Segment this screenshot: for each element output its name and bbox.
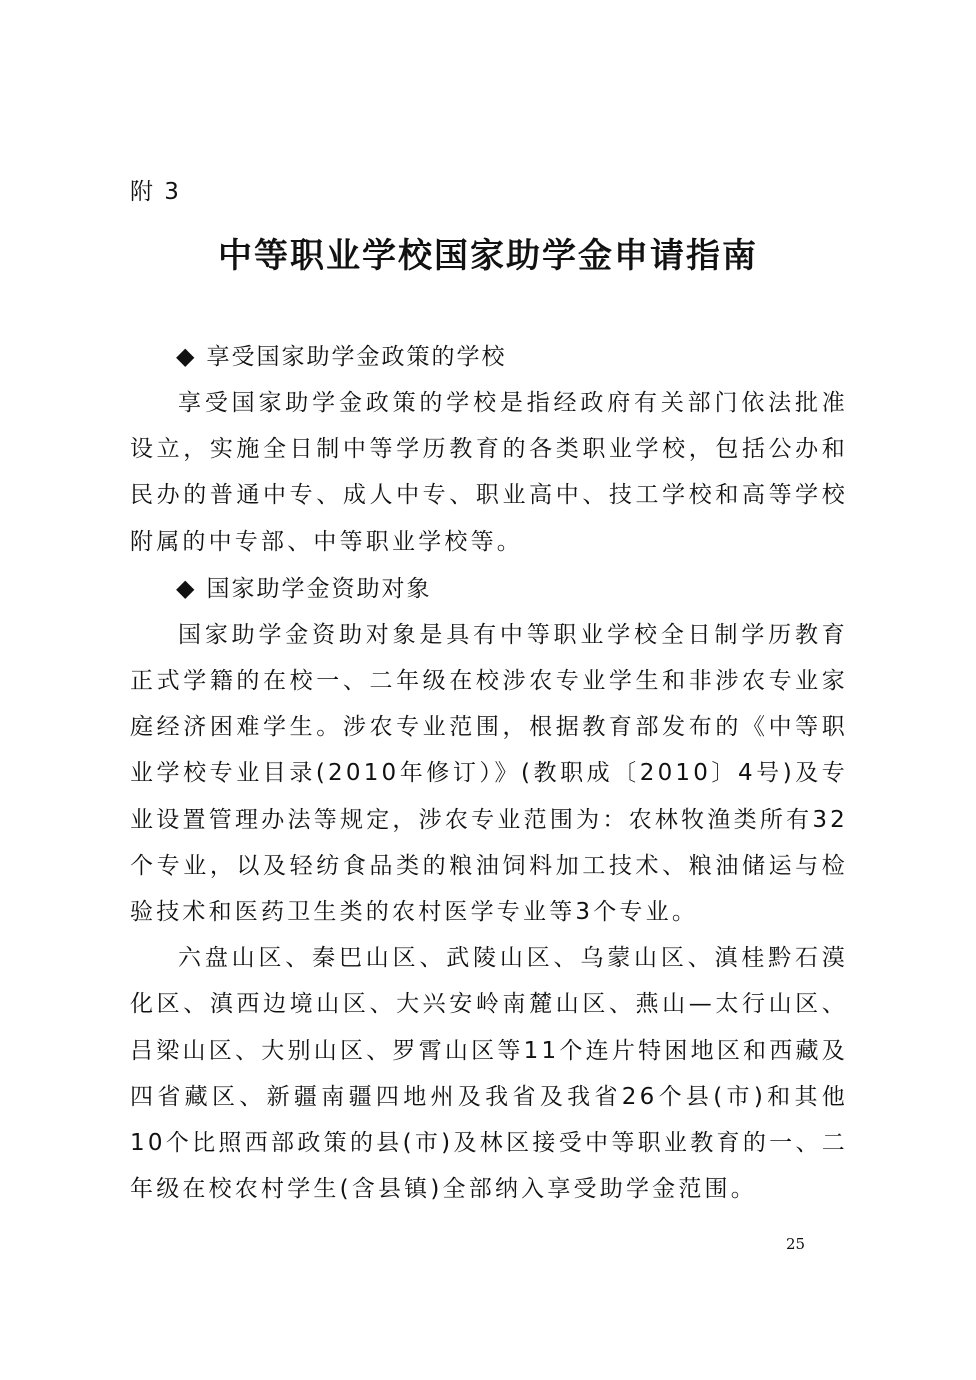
section-heading-schools [130, 333, 848, 380]
appendix-label: 附 3 [130, 179, 181, 205]
paragraph-schools: 享受国家助学金政策的学校是指经政府有关部门依法批准设立，实施全日制中等学历教育的各类职业学校，包括公办和民办的普通中专、成人中专、职业高中、技工学校和高等学校附属的中专部、中等职业学校等。 [130, 390, 848, 555]
document-body [130, 333, 848, 1212]
paragraph-regions: 六盘山区、秦巴山区、武陵山区、乌蒙山区、滇桂黔石漠化区、滇西边境山区、大兴安岭南麓山区、燕山—太行山区、吕梁山区、大别山区、罗霄山区等11个连片特困地区和西藏及四省藏区、新疆南疆四地州及我省及我省26个县(市)和其他10个比照西部政策的县(市)及林区接受中等职业教育的一、二年级在校农村学生(含县镇)全部纳入享受助学金范围。 [130, 945, 848, 1203]
page-number: 25 [786, 1235, 806, 1253]
document-title: 中等职业学校国家助学金申请指南 [218, 236, 758, 276]
paragraph-recipients: 国家助学金资助对象是具有中等职业学校全日制学历教育正式学籍的在校一、二年级在校涉农专业学生和非涉农专业家庭经济困难学生。涉农专业范围，根据教育部发布的《中等职业学校专业目录(2010年修订）》(教职成〔2010〕4号)及专业设置管理办法等规定，涉农专业范围为：农林牧渔类所有32个专业，以及轻纺食品类的粮油饲料加工技术、粮油储运与检验技术和医药卫生类的农村医学专业等3个专业。 [130, 621, 848, 926]
diamond-bullet-icon: ◆ [176, 573, 197, 602]
section-heading-recipients [130, 565, 848, 612]
section-heading-text: 国家助学金资助对象 [206, 575, 432, 602]
diamond-bullet-icon: ◆ [176, 342, 197, 370]
section-heading-text: 享受国家助学金政策的学校 [206, 344, 507, 370]
